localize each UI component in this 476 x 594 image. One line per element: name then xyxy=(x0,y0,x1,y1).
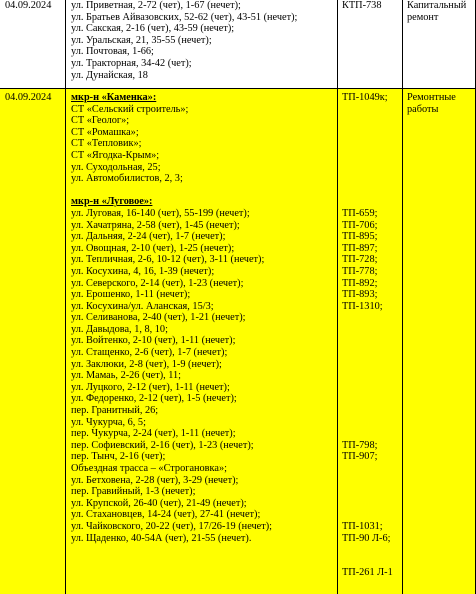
address-line: СТ «Сельский строитель»; xyxy=(71,103,189,115)
address-line: ул. Косухина, 4, 16, 1-39 (нечет); xyxy=(71,265,215,277)
substation-text: КТП-738 xyxy=(342,0,382,11)
address-line: ул. Уральская, 21, 35-55 (нечет); xyxy=(71,34,212,46)
row-1-note xyxy=(407,0,466,23)
substation-line: ТП-892; xyxy=(342,277,378,289)
substation-line: ТП-897; xyxy=(342,242,378,254)
note-line: Ремонтные xyxy=(407,92,456,103)
address-line: мкр-н «Луговое»: xyxy=(71,196,153,208)
substation-line xyxy=(342,370,393,382)
substation-line: ТП-895; xyxy=(342,231,378,243)
substation-line xyxy=(342,127,393,139)
address-line: ул. Ерошенко, 1-11 (нечет); xyxy=(71,289,191,301)
substation-line xyxy=(342,544,393,556)
address-line: ул. Мамаь, 2-26 (чет), 11; xyxy=(71,370,182,382)
substation-line xyxy=(342,405,393,417)
address-line: ул. Войтенко, 2-10 (чет), 1-11 (нечет); xyxy=(71,335,236,347)
substation-line: ТП-1031; xyxy=(342,520,383,532)
address-line: ул. Хачатряна, 2-58 (чет), 1-45 (нечет); xyxy=(71,219,240,231)
substation-line: ТП-90 Л-6; xyxy=(342,532,391,544)
note-line: Капитальный xyxy=(407,0,467,11)
substation-line xyxy=(342,428,393,440)
address-line: ул. Косухина/ул. Аланская, 15/3; xyxy=(71,300,214,312)
address-line: ул. Братьев Айвазовских, 52-62 (чет), 43-51 (нечет); xyxy=(71,11,298,23)
address-line: СТ «Тепловик»; xyxy=(71,138,142,150)
address-line: ул. Овощная, 2-10 (чет), 1-25 (нечет); xyxy=(71,242,235,254)
note-line: ремонт xyxy=(407,11,439,23)
address-line: ул. Бетховена, 2-28 (чет), 3-29 (нечет); xyxy=(71,474,239,486)
substation-line xyxy=(342,138,393,150)
address-line: ул. Сакская, 2-16 (чет), 43-59 (нечет); xyxy=(71,23,235,35)
substation-line xyxy=(342,393,393,405)
substation-line xyxy=(342,463,393,475)
address-line: ул. Заклюки, 2-8 (чет), 1-9 (нечет); xyxy=(71,358,222,370)
substation-line xyxy=(342,359,393,371)
address-line: СТ «Ромашка»; xyxy=(71,126,139,138)
address-line: ул. Луцкого, 2-12 (чет), 1-11 (нечет); xyxy=(71,381,230,393)
address-line: СТ «Геолог»; xyxy=(71,115,130,127)
column-divider xyxy=(337,0,338,594)
row-2-date xyxy=(5,92,51,104)
column-divider xyxy=(65,0,66,594)
row-1-date xyxy=(5,0,51,12)
substation-line xyxy=(342,556,393,568)
substation-line: ТП-798; xyxy=(342,439,378,451)
substation-line xyxy=(342,162,393,174)
substation-line xyxy=(342,417,393,429)
substation-line xyxy=(342,150,393,162)
substation-line xyxy=(342,486,393,498)
address-line: ул. Приветная, 2-72 (чет), 1-67 (нечет); xyxy=(71,0,241,11)
substation-line xyxy=(342,173,393,185)
address-line: мкр-н «Каменка»: xyxy=(71,92,157,103)
address-line: Объездная трасса – «Строгановка»; xyxy=(71,463,227,474)
address-line: ул. Луговая, 16-140 (чет), 55-199 (нечет); xyxy=(71,207,250,219)
substation-line xyxy=(342,312,393,324)
substation-line xyxy=(342,115,393,127)
address-line: пер. Тынч, 2-16 (чет); xyxy=(71,451,166,463)
substation-line xyxy=(342,509,393,521)
substation-line: ТП-1310; xyxy=(342,300,383,312)
substation-line xyxy=(342,324,393,336)
substation-line: ТП-706; xyxy=(342,219,378,231)
address-line: СТ «Ягодка-Крым»; xyxy=(71,149,160,161)
substation-line xyxy=(342,335,393,347)
address-line: ул. Крупской, 26-40 (чет), 21-49 (нечет); xyxy=(71,497,247,509)
substation-line xyxy=(342,475,393,487)
address-line: ул. Суходольная, 25; xyxy=(71,161,161,173)
row-2-note xyxy=(407,92,456,115)
address-line: пер. Софиевский, 2-16 (чет), 1-23 (нечет); xyxy=(71,439,254,451)
substation-line: ТП-261 Л-1 xyxy=(342,567,393,579)
substation-line xyxy=(342,196,393,208)
address-line: ул. Стахановцев, 14-24 (чет), 27-41 (нечет); xyxy=(71,509,261,521)
address-line: пер. Гравийный, 1-3 (нечет); xyxy=(71,486,196,498)
address-line: ул. Селиванова, 2-40 (чет), 1-21 (нечет); xyxy=(71,312,246,324)
address-line: пер. Чукурча, 2-24 (чет), 1-11 (нечет); xyxy=(71,428,236,440)
address-line: ул. Дальняя, 2-24 (чет), 1-7 (нечет); xyxy=(71,231,226,243)
row-divider xyxy=(0,88,476,89)
substation-line xyxy=(342,382,393,394)
substation-line: ТП-1049к; xyxy=(342,92,388,103)
address-line: ул. Тепличная, 2-6, 10-12 (чет), 3-11 (нечет); xyxy=(71,254,265,266)
row-2-addresses xyxy=(71,92,272,544)
substation-line: ТП-728; xyxy=(342,254,378,266)
address-line: ул. Дунайская, 18 xyxy=(71,69,148,81)
substation-line xyxy=(342,185,393,197)
row-1-addresses xyxy=(71,0,297,81)
address-line: ул. Почтовая, 1-66; xyxy=(71,46,154,58)
substation-line: ТП-778; xyxy=(342,265,378,277)
row-1-substation xyxy=(342,0,381,12)
address-line xyxy=(71,185,272,197)
address-line: ул. Автомобилистов, 2, 3; xyxy=(71,173,183,185)
substation-line: ТП-893; xyxy=(342,289,378,301)
date-text: 04.09.2024 xyxy=(5,0,52,11)
address-line: пер. Гранитный, 26; xyxy=(71,405,159,417)
substation-line xyxy=(342,347,393,359)
substation-line: ТП-907; xyxy=(342,451,378,463)
address-line: ул. Федоренко, 2-12 (чет), 1-5 (нечет); xyxy=(71,393,237,405)
address-line: ул. Северского, 2-14 (чет), 1-23 (нечет); xyxy=(71,277,244,289)
address-line: ул. Давыдова, 1, 8, 10; xyxy=(71,323,168,335)
note-line: работы xyxy=(407,103,439,115)
substation-line xyxy=(342,498,393,510)
substation-line: ТП-659; xyxy=(342,207,378,219)
address-line: ул. Чайковского, 20-22 (чет), 17/26-19 (нечет); xyxy=(71,520,273,532)
address-line: ул. Щаденко, 40-54А (чет), 21-55 (нечет). xyxy=(71,532,252,544)
column-divider xyxy=(402,0,403,594)
substation-line xyxy=(342,104,393,116)
address-line: ул. Тракторная, 34-42 (чет); xyxy=(71,57,192,69)
date-text: 04.09.2024 xyxy=(5,92,52,103)
address-line: ул. Стащенко, 2-6 (чет), 1-7 (нечет); xyxy=(71,347,228,359)
row-2-substations xyxy=(342,92,393,579)
address-line: ул. Чукурча, 6, 5; xyxy=(71,416,146,428)
